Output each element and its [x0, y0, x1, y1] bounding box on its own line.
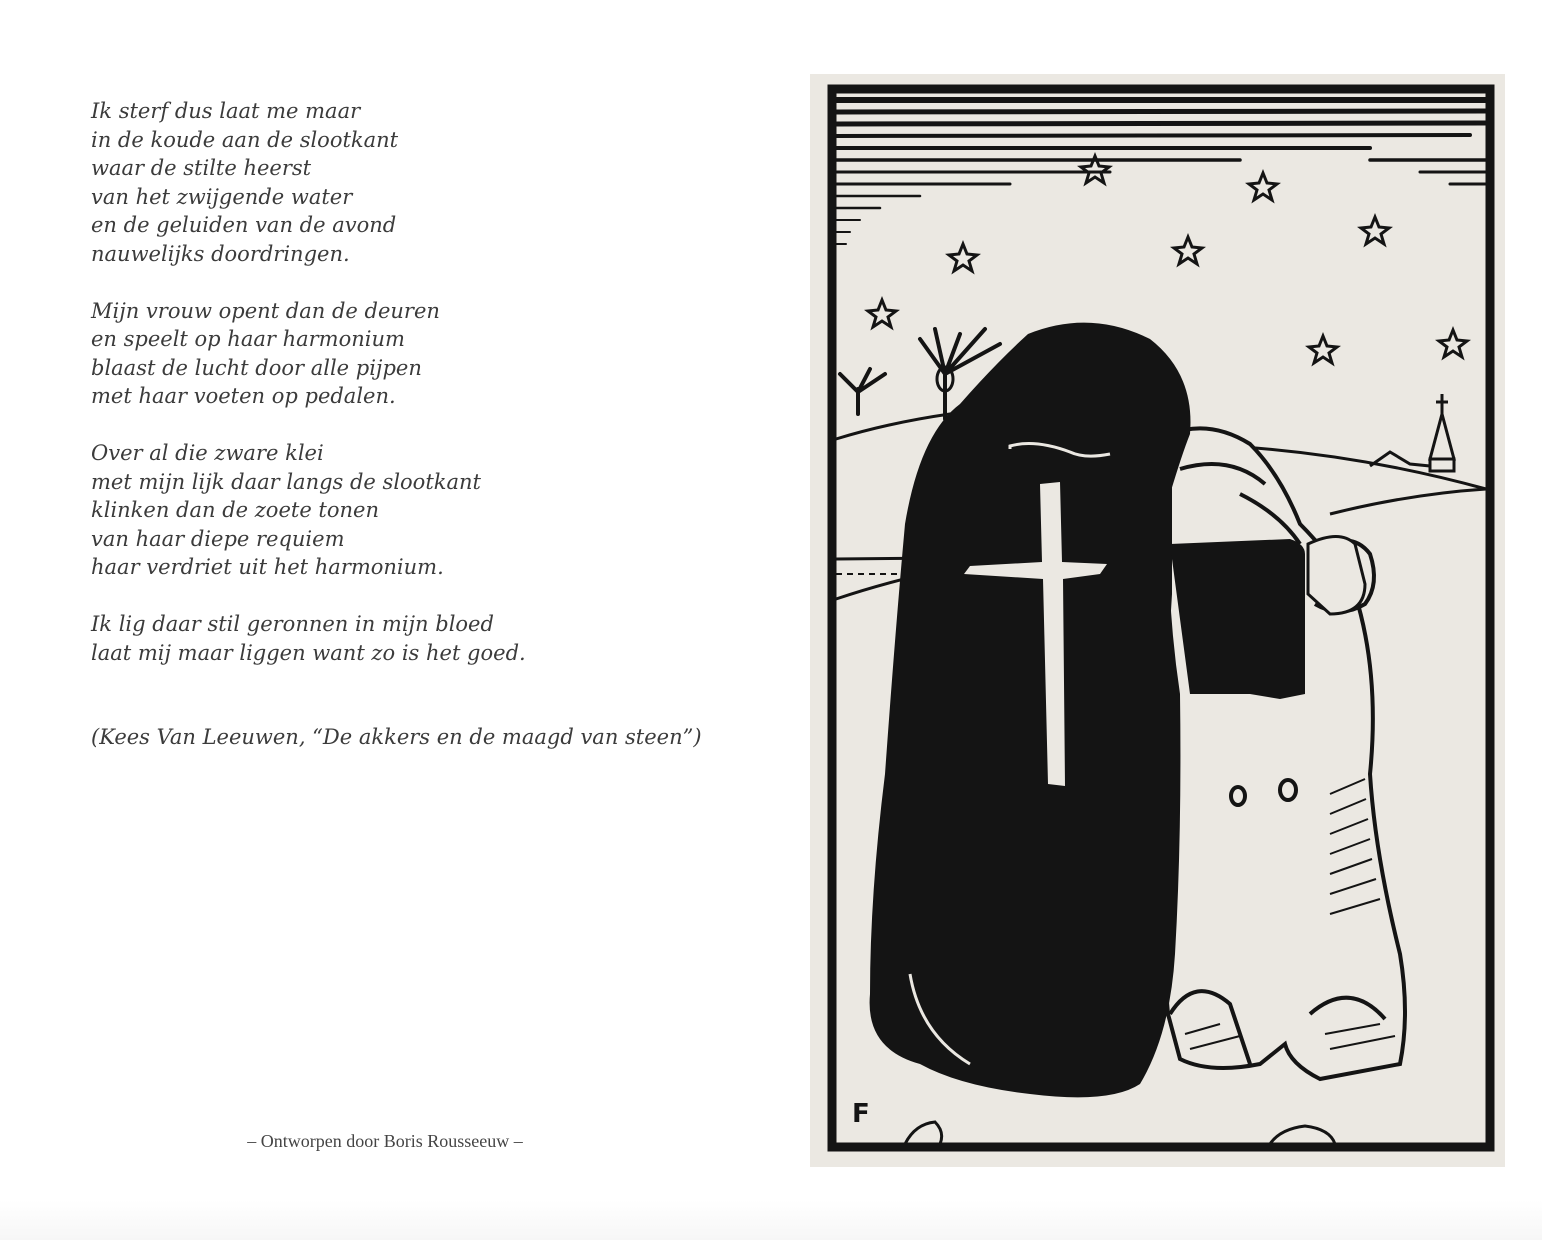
- poem-attribution: (Kees Van Leeuwen, “De akkers en de maagd van steen”): [91, 725, 702, 749]
- poem-line: haar verdriet uit het harmonium.: [91, 555, 444, 579]
- poem-line: Ik sterf dus laat me maar: [91, 99, 361, 123]
- woodcut-illustration: [810, 74, 1505, 1167]
- poem-line: waar de stilte heerst: [91, 156, 312, 180]
- bottom-shadow: [0, 1200, 1542, 1240]
- poem-stanza: [91, 97, 741, 268]
- poem-line: met mijn lijk daar langs de slootkant: [91, 469, 481, 494]
- poem-line: Mijn vrouw opent dan de deuren: [91, 298, 440, 323]
- poem-line: en de geluiden van de avond: [91, 213, 397, 237]
- poem-line: van haar diepe requiem: [91, 526, 345, 551]
- woodcut-image: [810, 74, 1505, 1167]
- praying-hands: [1308, 537, 1365, 615]
- poem-stanza: [91, 439, 741, 582]
- poem-stanza: [91, 610, 741, 667]
- poem-stanza: [91, 297, 741, 411]
- designer-credit: – Ontworpen door Boris Rousseeuw –: [247, 1131, 523, 1151]
- poem-line: Ik lig daar stil geronnen in mijn bloed: [91, 612, 494, 636]
- sleeve: [1170, 539, 1305, 699]
- poem-line: Over al die zware klei: [91, 441, 324, 465]
- poem-line: in de koude aan de slootkant: [91, 127, 399, 152]
- poem-line: blaast de lucht door alle pijpen: [91, 355, 422, 380]
- poem-line: van het zwijgende water: [91, 184, 353, 209]
- poem-line: en speelt op haar harmonium: [91, 327, 405, 351]
- poem: [91, 97, 741, 696]
- poem-line: nauwelijks doordringen.: [91, 241, 350, 266]
- poem-line: klinken dan de zoete tonen: [91, 498, 379, 522]
- poem-line: laat mij maar liggen want zo is het goed.: [91, 640, 526, 665]
- poem-line: met haar voeten op pedalen.: [91, 384, 396, 408]
- artist-monogram: F: [852, 1099, 870, 1129]
